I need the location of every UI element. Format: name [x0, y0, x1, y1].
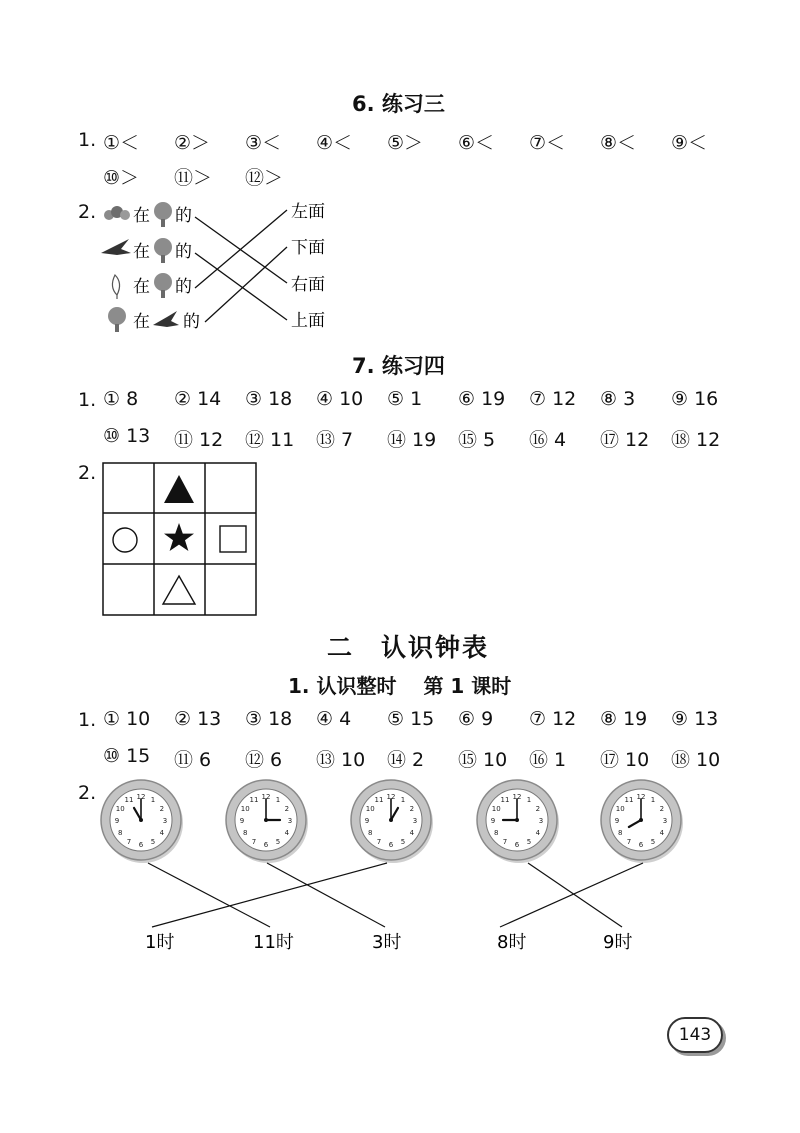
- match-line: [195, 253, 287, 320]
- clock-numeral: 11: [500, 796, 510, 805]
- answer-item: ⑬ 10: [316, 749, 366, 771]
- clock-numeral: 1: [150, 796, 156, 805]
- match-line: [195, 217, 287, 283]
- answer-item: ⑨＜: [671, 132, 708, 154]
- answer-item: ⑭ 19: [387, 429, 437, 451]
- answer-item: ⑧ 19: [600, 708, 648, 730]
- clock-numeral: 11: [249, 796, 259, 805]
- answer-item: ① 8: [103, 388, 139, 410]
- clock-numeral: 9: [490, 817, 496, 825]
- answer-item: ⑦ 12: [529, 708, 577, 730]
- answer-item: ③ 18: [245, 388, 293, 410]
- clock-numeral: 7: [126, 837, 132, 846]
- clock-numeral: 12: [136, 793, 146, 801]
- clock-numeral: 1: [400, 796, 406, 805]
- answer-item: ⑤＞: [387, 132, 424, 154]
- word-de: 的: [175, 206, 192, 226]
- clock-numeral: 8: [493, 829, 499, 837]
- clock-numeral: 6: [638, 841, 644, 849]
- clock-numeral: 11: [374, 796, 384, 805]
- clock-numeral: 5: [650, 837, 656, 846]
- clock-icon: [351, 780, 433, 863]
- answer-item: ⑯ 1: [529, 749, 567, 771]
- answer-item: ① 10: [103, 708, 151, 730]
- answer-item: ⑱ 10: [671, 749, 721, 771]
- clock-numeral: 12: [636, 793, 646, 801]
- clock-numeral: 11: [124, 796, 134, 805]
- answer-item: ⑧＜: [600, 132, 637, 154]
- question-number: 1.: [78, 709, 97, 731]
- star-icon: [164, 523, 194, 551]
- square-icon: [220, 526, 246, 552]
- clock-numeral: 2: [284, 805, 290, 813]
- clock-numeral: 8: [617, 829, 623, 837]
- tree-icon: [154, 202, 172, 227]
- time-label: 11时: [253, 932, 294, 953]
- clock-numeral: 5: [150, 837, 156, 846]
- time-label: 8时: [497, 932, 527, 953]
- clock-numeral: 11: [624, 796, 634, 805]
- word-above: 上面: [291, 311, 325, 331]
- outline-triangle-icon: [163, 576, 195, 604]
- circle-icon: [113, 528, 137, 552]
- answer-item: ⑮ 10: [458, 749, 508, 771]
- clock-numeral: 2: [409, 805, 415, 813]
- clock-numeral: 10: [365, 805, 375, 813]
- answer-item: ⑩ 13: [103, 425, 151, 447]
- clock-numeral: 9: [114, 817, 120, 825]
- word-zai: 在: [133, 242, 150, 262]
- match-line: [152, 863, 387, 927]
- matching-diagram: [95, 195, 355, 335]
- word-zai: 在: [133, 206, 150, 226]
- answer-item: ④ 10: [316, 388, 364, 410]
- clock-numeral: 4: [535, 829, 541, 837]
- answer-item: ⑩＞: [103, 167, 140, 189]
- answer-item: ② 13: [174, 708, 222, 730]
- word-de: 的: [183, 312, 200, 332]
- flower-icon: [112, 275, 119, 299]
- chapter-title: 二 认识钟表: [327, 633, 490, 662]
- answer-item: ①＜: [103, 132, 140, 154]
- answer-item: ⑮ 5: [458, 429, 496, 451]
- clock-numeral: 1: [526, 796, 532, 805]
- filled-triangle-icon: [164, 475, 194, 503]
- shape-grid: [102, 462, 258, 618]
- clock-matching-diagram: [95, 775, 715, 965]
- answer-item: ⑭ 2: [387, 749, 425, 771]
- answer-item: ⑫＞: [245, 167, 284, 189]
- clock-numeral: 6: [138, 841, 144, 849]
- tree-icon: [154, 238, 172, 263]
- answer-item: ⑨ 16: [671, 388, 719, 410]
- clock-numeral: 1: [275, 796, 281, 805]
- answer-item: ②＞: [174, 132, 211, 154]
- clock-numeral: 10: [115, 805, 125, 813]
- clock-numeral: 10: [240, 805, 250, 813]
- clock-numeral: 5: [400, 837, 406, 846]
- answer-item: ⑥＜: [458, 132, 495, 154]
- clock-numeral: 7: [502, 837, 508, 846]
- clock-numeral: 2: [659, 805, 665, 813]
- clock-numeral: 3: [287, 817, 293, 825]
- clock-numeral: 3: [538, 817, 544, 825]
- word-zai: 在: [133, 312, 150, 332]
- answer-item: ⑩ 15: [103, 745, 151, 767]
- clock-numeral: 2: [159, 805, 165, 813]
- answer-item: ⑧ 3: [600, 388, 636, 410]
- clock-icon: [601, 780, 683, 863]
- answer-item: ⑨ 13: [671, 708, 719, 730]
- answer-item: ⑫ 6: [245, 749, 283, 771]
- word-right-side: 右面: [291, 275, 325, 295]
- time-label: 3时: [372, 932, 402, 953]
- clock-numeral: 10: [615, 805, 625, 813]
- bird-icon: [153, 311, 179, 327]
- answer-item: ④＜: [316, 132, 353, 154]
- word-zai: 在: [133, 277, 150, 297]
- clock-numeral: 6: [514, 841, 520, 849]
- question-number: 2.: [78, 782, 97, 804]
- answer-item: ⑦ 12: [529, 388, 577, 410]
- clock-numeral: 6: [388, 841, 394, 849]
- clock-icon: [477, 780, 559, 863]
- clock-numeral: 2: [535, 805, 541, 813]
- clock-numeral: 4: [159, 829, 165, 837]
- time-label: 9时: [603, 932, 633, 953]
- match-line: [500, 863, 643, 927]
- clock-numeral: 5: [275, 837, 281, 846]
- clock-numeral: 1: [650, 796, 656, 805]
- answer-item: ⑥ 9: [458, 708, 494, 730]
- match-line: [148, 863, 270, 927]
- clock-numeral: 4: [284, 829, 290, 837]
- clock-numeral: 12: [386, 793, 396, 801]
- balloons-icon: [104, 206, 130, 220]
- answer-item: ⑪ 12: [174, 429, 224, 451]
- tree-icon: [154, 273, 172, 298]
- clock-numeral: 7: [251, 837, 257, 846]
- section-title-practice-4: 7. 练习四: [352, 354, 445, 378]
- answer-item: ⑱ 12: [671, 429, 721, 451]
- answer-item: ⑫ 11: [245, 429, 295, 451]
- clock-numeral: 3: [412, 817, 418, 825]
- question-number: 2.: [78, 462, 97, 484]
- answer-item: ⑰ 12: [600, 429, 650, 451]
- answer-item: ④ 4: [316, 708, 352, 730]
- match-line: [528, 863, 622, 927]
- match-line: [267, 863, 385, 927]
- word-de: 的: [175, 242, 192, 262]
- clock-numeral: 3: [162, 817, 168, 825]
- answer-item: ⑪＞: [174, 167, 213, 189]
- clock-numeral: 9: [364, 817, 370, 825]
- tree-icon: [108, 307, 126, 332]
- clock-numeral: 7: [626, 837, 632, 846]
- page-number: 143: [667, 1017, 723, 1053]
- clock-icon: [226, 780, 308, 863]
- clock-numeral: 6: [263, 841, 269, 849]
- answer-item: ⑪ 6: [174, 749, 212, 771]
- clock-numeral: 8: [242, 829, 248, 837]
- word-de: 的: [175, 277, 192, 297]
- clock-numeral: 9: [614, 817, 620, 825]
- clock-numeral: 12: [512, 793, 522, 801]
- section-title-practice-3: 6. 练习三: [352, 92, 445, 116]
- answer-item: ⑤ 1: [387, 388, 423, 410]
- answer-item: ⑯ 4: [529, 429, 567, 451]
- word-left-side: 左面: [291, 202, 325, 222]
- answer-item: ② 14: [174, 388, 222, 410]
- clock-numeral: 10: [491, 805, 501, 813]
- clock-numeral: 12: [261, 793, 271, 801]
- answer-item: ⑤ 15: [387, 708, 435, 730]
- answer-item: ⑰ 10: [600, 749, 650, 771]
- answer-item: ③ 18: [245, 708, 293, 730]
- clock-numeral: 9: [239, 817, 245, 825]
- answer-item: ③＜: [245, 132, 282, 154]
- match-line: [195, 210, 287, 288]
- clock-numeral: 7: [376, 837, 382, 846]
- clock-numeral: 8: [367, 829, 373, 837]
- clock-numeral: 5: [526, 837, 532, 846]
- clock-numeral: 4: [659, 829, 665, 837]
- clock-numeral: 4: [409, 829, 415, 837]
- clock-icon: [101, 780, 183, 863]
- word-below: 下面: [291, 238, 325, 258]
- clock-numeral: 8: [117, 829, 123, 837]
- answer-item: ⑥ 19: [458, 388, 506, 410]
- question-number: 1.: [78, 389, 97, 411]
- bird-icon: [101, 239, 131, 255]
- time-label: 1时: [145, 932, 175, 953]
- lesson-title: 1. 认识整时 第 1 课时: [288, 674, 512, 698]
- answer-item: ⑬ 7: [316, 429, 354, 451]
- question-number: 2.: [78, 201, 97, 223]
- clock-numeral: 3: [662, 817, 668, 825]
- question-number: 1.: [78, 129, 97, 151]
- answer-item: ⑦＜: [529, 132, 566, 154]
